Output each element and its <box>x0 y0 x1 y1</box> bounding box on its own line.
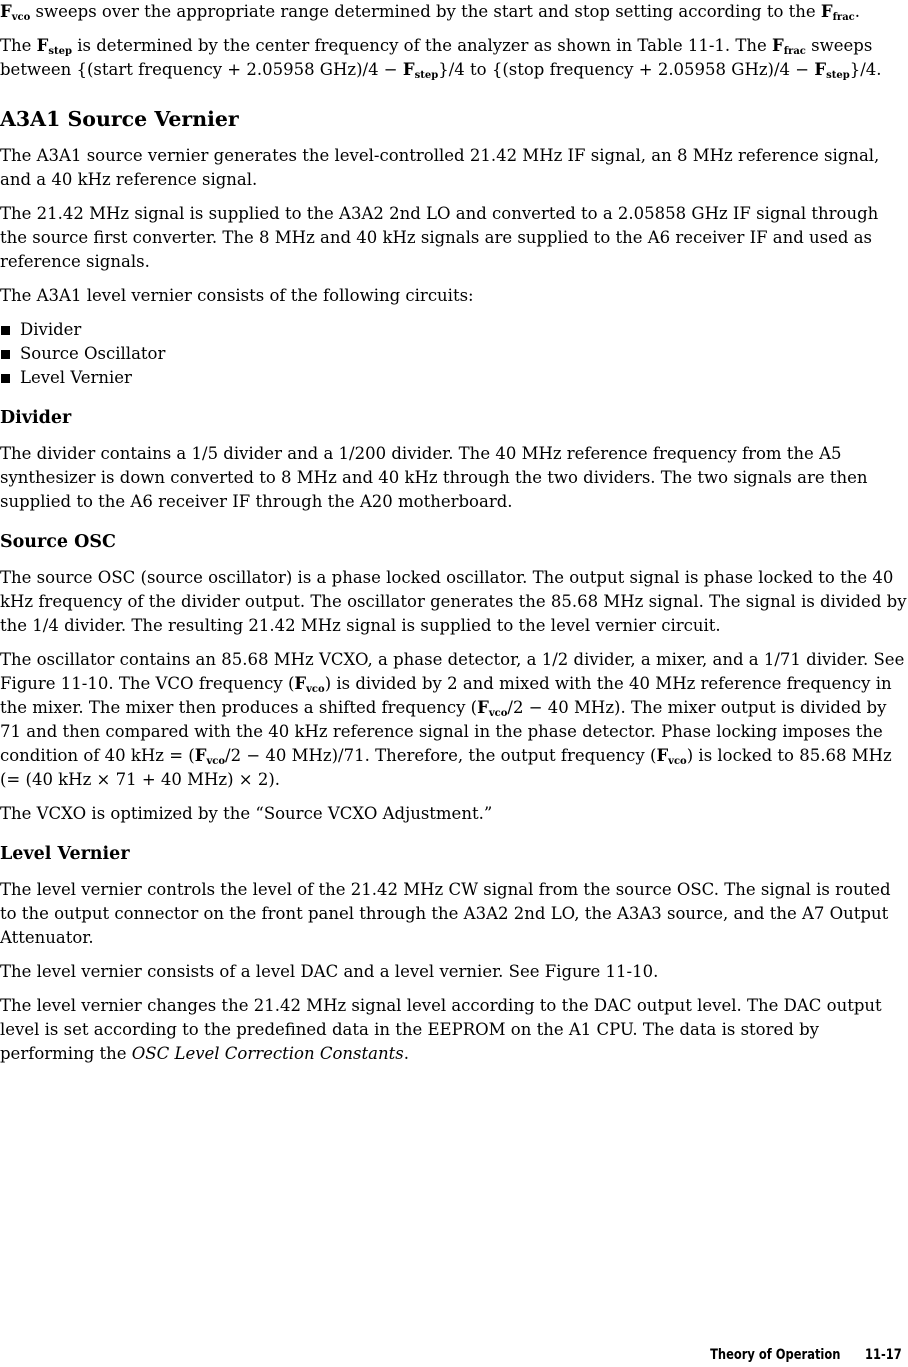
heading-a3a1-source-vernier: A3A1 Source Vernier <box>0 107 239 131</box>
paragraph-a3a1-signals: The 21.42 MHz signal is supplied to the A3A2 2nd LO and converted to a 2.05858 GHz IF signal through the source first converter. The 8 MHz and 40 kHz signals are supplied to the A6 receiver IF and used as reference signals. <box>0 204 879 271</box>
var-fvco: $F_{vco}$ <box>477 698 508 719</box>
paragraph-divider: The divider contains a 1/5 divider and a 1/200 divider. The 40 MHz reference frequency from the A5 synthesizer is down converted to 8 MHz and 40 kHz through the two dividers. The two signals are then supplied to the A6 receiver IF through the A20 motherboard. <box>0 444 868 511</box>
paragraph-lv-dac: The level vernier changes the 21.42 MHz signal level according to the DAC output level. The DAC output level is set according to the predefined data in the EEPROM on the A1 CPU. The data is stored by performing the OSC Level Correction Constants. <box>0 996 882 1063</box>
bullet-square-icon <box>1 326 10 335</box>
list-item: Divider <box>0 318 908 342</box>
bullet-square-icon <box>1 374 10 383</box>
list-item: Source Oscillator <box>0 342 908 366</box>
paragraph-fstep: The $F_{step}$ is determined by the center frequency of the analyzer as shown in Table 11-1. The $F_{frac}$ sweeps between {(start frequency + 2.05958 $GHz)/4 - F_{step}\}/4$ to {(stop frequency + 2.05958 $GHz)/4 - F_{step}\}/4$. <box>0 36 882 81</box>
var-ffrac: $F_{frac}$ <box>820 2 855 23</box>
paragraph-a3a1-circuits: The A3A1 level vernier consists of the following circuits: <box>0 286 474 305</box>
footer-section-title: Theory of Operation <box>710 1347 841 1363</box>
bullet-square-icon <box>1 350 10 359</box>
paragraph-vcxo-adjust: The VCXO is optimized by the “Source VCXO Adjustment.” <box>0 804 493 823</box>
paragraph-lv-intro: The level vernier controls the level of the 21.42 MHz CW signal from the source OSC. The signal is routed to the output connector on the front panel through the A3A2 2nd LO, the A3A3 source, and the A7 Output Attenuator. <box>0 880 891 947</box>
heading-divider: Divider <box>0 408 72 428</box>
reference-osc-level-correction: OSC Level Correction Constants <box>131 1044 404 1063</box>
heading-source-osc: Source OSC <box>0 532 116 552</box>
paragraph-a3a1-intro: The A3A1 source vernier generates the level-controlled 21.42 MHz IF signal, an 8 MHz reference signal, and a 40 kHz reference signal. <box>0 146 880 189</box>
var-fvco: $F_{vco}$ <box>656 746 687 767</box>
heading-level-vernier: Level Vernier <box>0 844 130 864</box>
paragraph-osc-intro: The source OSC (source oscillator) is a phase locked oscillator. The output signal is phase locked to the 40 kHz frequency of the divider output. The oscillator generates the 85.68 MHz signal. The signal is divided by the 1/4 divider. The resulting 21.42 MHz signal is supplied to the level vernier circuit. <box>0 568 907 635</box>
var-fstep: $F_{step}$ <box>36 36 72 57</box>
page-footer <box>710 1343 902 1367</box>
footer-page-number: 11-17 <box>865 1347 902 1363</box>
var-ffrac: $F_{frac}$ <box>772 36 806 57</box>
paragraph-lv-components: The level vernier consists of a level DAC and a level vernier. See Figure 11-10. <box>0 962 659 981</box>
var-fvco: $F_{vco}$ <box>194 746 226 767</box>
var-fstep: $F_{step}$ <box>814 60 850 81</box>
paragraph-osc-detail: The oscillator contains an 85.68 MHz VCXO, a phase detector, a 1/2 divider, a mixer, and a 1/71 divider. See Figure 11-10. The VCO frequency $(F_{vco})$ is divided by 2 and mixed with the 40 MHz reference frequency in the mixer. The mixer then produces a shifted frequency ($F_{vco}/2 - 40$ MHz). The mixer output is divided by 71 and then compared with the 40 kHz reference signal in the phase detector. Phase locking imposes the condition of 40 kHz = ($F_{vco}/2 - 40$ MHz)/71. Therefore, the output frequency $(F_{vco})$ is locked to 85.68 MHz (= (40 kHz × 71 + 40 MHz) × 2). <box>0 650 905 789</box>
var-fvco: $F_{vco}$ <box>294 674 325 695</box>
circuit-list <box>0 318 908 390</box>
var-fstep: $F_{step}$ <box>402 60 439 81</box>
var-fvco: $F_{vco}$ <box>0 2 31 23</box>
paragraph-fvco-sweep: $F_{vco}$ sweeps over the appropriate range determined by the start and stop setting according to the $F_{frac}$. <box>0 2 861 23</box>
list-item: Level Vernier <box>0 366 908 390</box>
